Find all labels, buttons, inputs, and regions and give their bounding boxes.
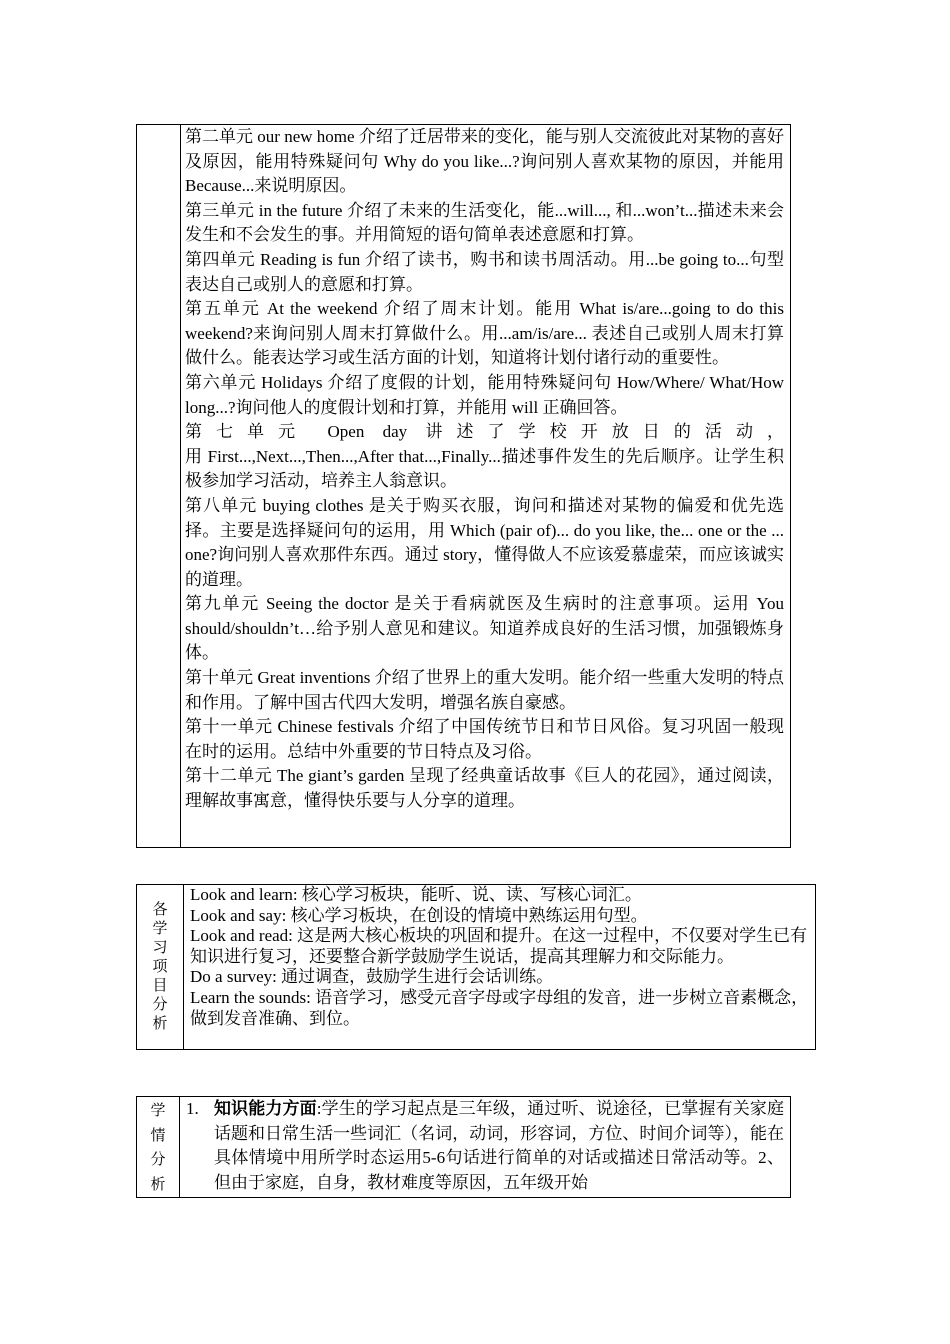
unit-2-description: 第二单元 our new home 介绍了迁居带来的变化，能与别人交流彼此对某物的喜好及原因，能用特殊疑问句 Why do you like...?询问别人喜欢某物的原因，并能用 Because...来说明原因。 <box>185 127 784 196</box>
learning-items-label-cell <box>137 885 184 1050</box>
learning-items-content <box>184 885 816 1050</box>
unit-7-description: 用 First...,Next...,Then...,After that...,Finally...描述事件发生的先后顺序。让学生积极参加学习活动，培养主人翁意识。 <box>185 446 784 491</box>
unit-3-description: 第三单元 in the future 介绍了未来的生活变化，能...will..., 和...won’t...描述未来会发生和不会发生的事。并用简短的语句简单表述意愿和打算。 <box>185 200 784 245</box>
unit-12-description: 第十二单元 The giant’s garden 呈现了经典童话故事《巨人的花园》，通过阅读，理解故事寓意，懂得快乐要与人分享的道理。 <box>185 766 784 811</box>
unit-overview-label-cell <box>137 125 181 848</box>
analysis-item-title: 知识能力方面 <box>214 1099 317 1118</box>
unit-8-description: 第八单元 buying clothes 是关于购买衣服，询问和描述对某物的偏爱和优先选择。主要是选择疑问句的运用，用 Which (pair of)... do you like, the... one or the ... one?询问别人喜欢那件东西。通过 story，懂得做人不应该爱慕虚荣，而应该诚实的道理。 <box>185 495 784 589</box>
analysis-item-number: 1. <box>186 1099 199 1118</box>
learning-items-label: 各学习项目分析 <box>152 901 168 1032</box>
unit-overview-table <box>136 124 791 848</box>
student-analysis-content <box>180 1097 791 1198</box>
learn-the-sounds-item: Learn the sounds: 语音学习，感受元音字母或字母组的发音，进一步树立音素概念，做到发音准确、到位。 <box>190 987 809 1028</box>
do-a-survey-item: Do a survey: 通过调查，鼓励学生进行会话训练。 <box>190 967 554 987</box>
look-and-read-item: Look and read: 这是两大核心板块的巩固和提升。在这一过程中，不仅要对学生已有知识进行复习，还要整合新学鼓励学生说话，提高其理解力和交际能力。 <box>190 926 808 966</box>
unit-10-description: 第十单元 Great inventions 介绍了世界上的重大发明。能介绍一些重大发明的特点和作用。了解中国古代四大发明，增强名族自豪感。 <box>185 668 784 712</box>
analysis-item-body <box>214 1097 784 1195</box>
unit-11-description: 第十一单元 Chinese festivals 介绍了中国传统节日和节日风俗。复习巩固一般现在时的运用。总结中外重要的节日特点及习俗。 <box>185 717 784 761</box>
student-analysis-table <box>136 1096 791 1198</box>
learning-items-table <box>136 884 816 1050</box>
unit-5-description: 第五单元 At the weekend 介绍了周末计划。能用 What is/are...going to do this weekend?来询问别人周末打算做什么。用...am/is/are... 表述自己或别人周末打算做什么。能表达学习或生活方面的计划，知道将计划付诸行动的重要性。 <box>185 299 784 368</box>
unit-4-description: 第四单元 Reading is fun 介绍了读书，购书和读书周活动。用...be going to...句型表达自己或别人的意愿和打算。 <box>185 249 784 294</box>
student-analysis-label-cell <box>137 1097 180 1198</box>
unit-overview-content <box>181 125 791 848</box>
analysis-list-item <box>186 1097 784 1195</box>
unit-9-description: 第九单元 Seeing the doctor 是关于看病就医及生病时的注意事项。运用 You should/shouldn’t…给予别人意见和建议。知道养成良好的生活习惯，加强锻炼身体。 <box>185 594 784 663</box>
analysis-item-text: :学生的学习起点是三年级，通过听、说途径，已掌握有关家庭话题和日常生活一些词汇（名词，动词，形容词，方位、时间介词等），能在具体情境中用所学时态运用5-6句话进行简单的对话或描述日常活动等。2、但由于家庭，自身，教材难度等原因，五年级开始 <box>214 1099 784 1192</box>
unit-6-description: 第六单元 Holidays 介绍了度假的计划，能用特殊疑问句 How/Where/ What/How long...?询问他人的度假计划和打算，并能用 will 正确回答。 <box>185 372 784 417</box>
unit-7-description-first-line: 第七单元 Open day 讲述了学校开放日的活动， <box>185 422 784 442</box>
student-analysis-label: 学情分析 <box>150 1103 166 1193</box>
look-and-say-item: Look and say: 核心学习板块，在创设的情境中熟练运用句型。 <box>190 905 648 925</box>
look-and-learn-item: Look and learn: 核心学习板块，能听、说、读、写核心词汇。 <box>190 885 642 904</box>
